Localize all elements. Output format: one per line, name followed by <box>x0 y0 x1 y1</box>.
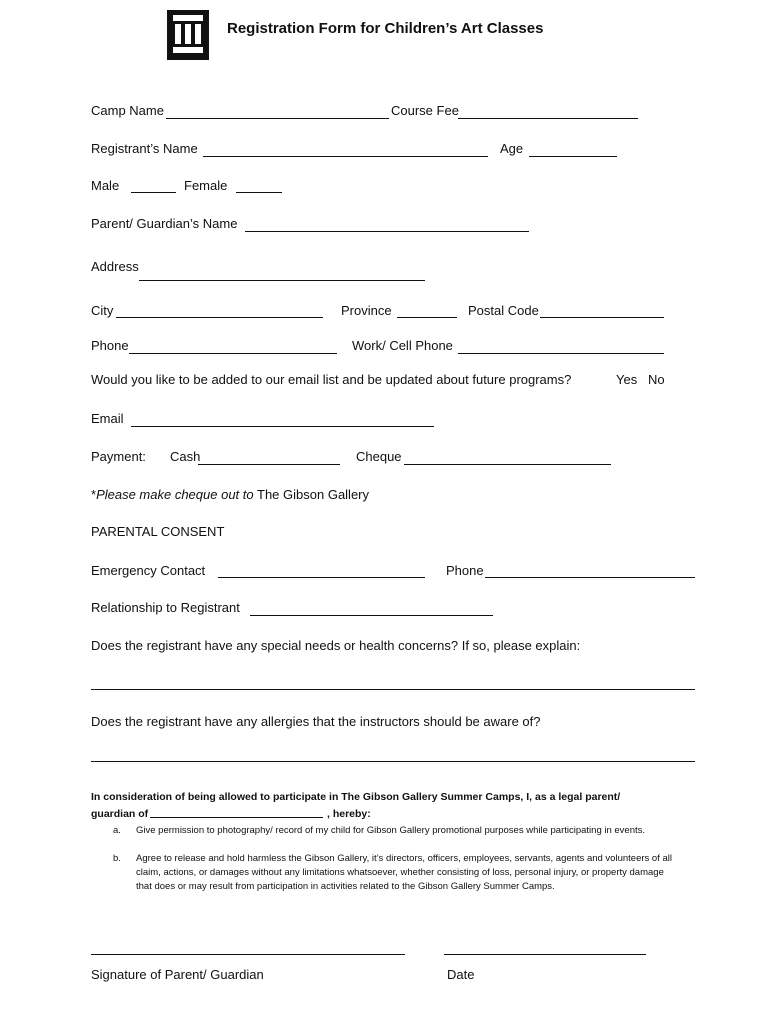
parent-name-field[interactable] <box>245 231 529 232</box>
consent-item-b: Agree to release and hold harmless the Gibson Gallery, it’s directors, officers, employees, servants, agents and volunteers of all claim, actions, or damages without any limitations whatsoever, whether consisting of loss, personal injury, or property damage that does or may result from participation in activities related to the Gibson Gallery Summer Camps. <box>136 853 672 892</box>
camp-name-field[interactable] <box>166 118 389 119</box>
consent-item-a: Give permission to photography/ record of my child for Gibson Gallery promotional purposes while participating in events. <box>136 825 646 836</box>
email-field[interactable] <box>131 426 434 427</box>
signature-field[interactable] <box>91 954 405 955</box>
address-field[interactable] <box>139 280 425 281</box>
work-cell-phone-label: Work/ Cell Phone <box>352 338 453 353</box>
registrant-name-field[interactable] <box>203 156 488 157</box>
male-field[interactable] <box>131 192 176 193</box>
course-fee-field[interactable] <box>458 118 638 119</box>
work-cell-phone-field[interactable] <box>458 353 664 354</box>
cash-field[interactable] <box>198 464 340 465</box>
consent-hereby-label: , hereby: <box>327 808 371 820</box>
postal-code-field[interactable] <box>540 317 664 318</box>
consent-guardian-of-label: guardian of <box>91 808 149 820</box>
camp-name-label: Camp Name <box>91 103 164 118</box>
female-label: Female <box>184 178 228 193</box>
cheque-field[interactable] <box>404 464 611 465</box>
course-fee-label: Course Fee <box>391 103 459 118</box>
date-field[interactable] <box>444 954 646 955</box>
address-label: Address <box>91 259 139 274</box>
signature-label: Signature of Parent/ Guardian <box>91 967 264 982</box>
registrant-name-label: Registrant’s Name <box>91 141 198 156</box>
age-field[interactable] <box>529 156 617 157</box>
relationship-field[interactable] <box>250 615 493 616</box>
emergency-phone-label: Phone <box>446 563 484 578</box>
consent-statement-line1: In consideration of being allowed to participate in The Gibson Gallery Summer Camps, I, as a legal parent/ <box>91 791 621 803</box>
cheque-note: *Please make cheque out to The Gibson Gallery <box>91 487 370 502</box>
city-label: City <box>91 303 114 318</box>
female-field[interactable] <box>236 192 282 193</box>
male-label: Male <box>91 178 120 193</box>
emergency-contact-field[interactable] <box>218 577 425 578</box>
cash-label: Cash <box>170 449 201 464</box>
parental-consent-heading: PARENTAL CONSENT <box>91 524 225 539</box>
payment-label: Payment: <box>91 449 146 464</box>
cheque-label: Cheque <box>356 449 402 464</box>
allergies-question: Does the registrant have any allergies that the instructors should be aware of? <box>91 714 541 729</box>
date-label: Date <box>447 967 475 982</box>
gallery-logo <box>167 10 209 60</box>
consent-item-a-marker: a. <box>113 825 121 836</box>
email-list-yes[interactable]: Yes <box>616 372 638 387</box>
postal-code-label: Postal Code <box>468 303 539 318</box>
age-label: Age <box>500 141 524 156</box>
phone-field[interactable] <box>129 353 337 354</box>
consent-item-b-marker: b. <box>113 853 121 864</box>
guardian-of-field[interactable] <box>150 817 323 818</box>
form-title: Registration Form for Children’s Art Classes <box>227 20 544 37</box>
email-label: Email <box>91 411 124 426</box>
special-needs-field[interactable] <box>91 689 695 690</box>
parent-name-label: Parent/ Guardian’s Name <box>91 216 238 231</box>
phone-label: Phone <box>91 338 129 353</box>
email-list-no[interactable]: No <box>648 372 665 387</box>
allergies-field[interactable] <box>91 761 695 762</box>
emergency-contact-label: Emergency Contact <box>91 563 206 578</box>
relationship-label: Relationship to Registrant <box>91 600 240 615</box>
email-list-question: Would you like to be added to our email list and be updated about future programs? <box>91 372 572 387</box>
special-needs-question: Does the registrant have any special needs or health concerns? If so, please explain: <box>91 638 581 653</box>
city-field[interactable] <box>116 317 323 318</box>
province-label: Province <box>341 303 392 318</box>
province-field[interactable] <box>397 317 457 318</box>
emergency-phone-field[interactable] <box>485 577 695 578</box>
